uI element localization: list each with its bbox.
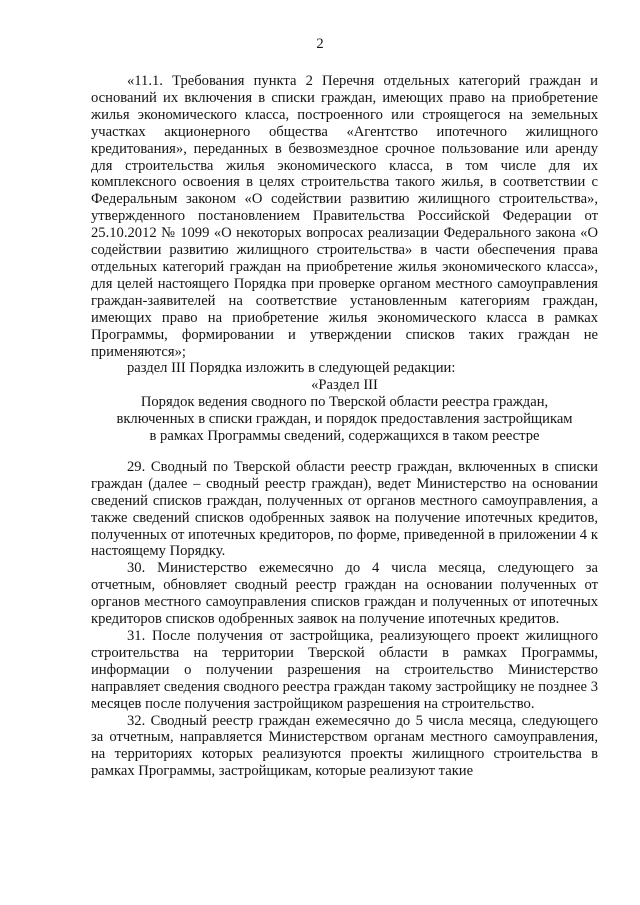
section-intro: раздел III Порядка изложить в следующей редакции: [127, 360, 456, 377]
document-body [91, 73, 598, 780]
paragraph-31: 31. После получения от застройщика, реализующего проект жилищного строительства на территории Тверской области в рамках Программы, информации о получении разрешения на строительство Министерство направляет сведения сводного реестра граждан такому застройщику не позднее 3 месяцев после получения застройщиком разрешения на строительство. [91, 628, 598, 712]
section-title-line-3: в рамках Программы сведений, содержащихся в таком реестре [149, 428, 540, 445]
page-number: 2 [316, 36, 324, 52]
section-title-line-1: Порядок ведения сводного по Тверской области реестра граждан, [140, 394, 549, 411]
section-heading: «Раздел III [311, 377, 378, 394]
paragraph-32: 32. Сводный реестр граждан ежемесячно до 5 числа месяца, следующего за отчетным, направляется Министерством органам местного самоуправления, на территориях которых реализуются проекты жилищного строительства в рамках Программы, застройщикам, которые реализуют такие [91, 712, 598, 780]
section-title-line-2: включенных в списки граждан, и порядок предоставления застройщикам [116, 411, 573, 428]
paragraph-30: 30. Министерство ежемесячно до 4 числа месяца, следующего за отчетным, обновляет сводный реестр граждан на основании полученных от органов местного самоуправления списков граждан и полученных от ипотечных кредиторов списков одобренных заявок на получение ипотечных кредитов. [91, 560, 598, 628]
paragraph-11-1: «11.1. Требования пункта 2 Перечня отдельных категорий граждан и оснований их включения в списки граждан, имеющих право на приобретение жилья экономического класса, построенного или строящегося на земельных участках акционерного общества «Агентство ипотечного жилищного кредитования», переданных в безвозмездное срочное пользование или аренду для строительства жилья экономического класса, в том числе для их комплексного освоения в целях строительства такого жилья, в соответствии с Федеральным законом «О содействии развитию жилищного строительства», утвержденного постановлением Правительства Российской Федерации от 25.10.2012 № 1099 «О некоторых вопросах реализации Федерального закона «О содействии развитию жилищного строительства» в части обеспечения права отдельных категорий граждан на приобретение жилья экономического класса», для целей настоящего Порядка при проверке органом местного самоуправления граждан-заявителей на соответствие установленным категориям граждан, имеющих право на приобретение жилья экономического класса в рамках Программы, формировании и утверждении списков таких граждан не применяются»; [91, 73, 598, 360]
paragraph-29: 29. Сводный по Тверской области реестр граждан, включенных в списки граждан (далее – сводный реестр граждан), ведет Министерство на основании сведений списков граждан, полученных от органов местного самоуправления, а также сведений списков одобренных заявок на получение ипотечных кредитов, полученных от ипотечных кредиторов, по форме, приведенной в приложении 4 к настоящему Порядку. [91, 458, 598, 560]
blank-line [91, 445, 598, 459]
